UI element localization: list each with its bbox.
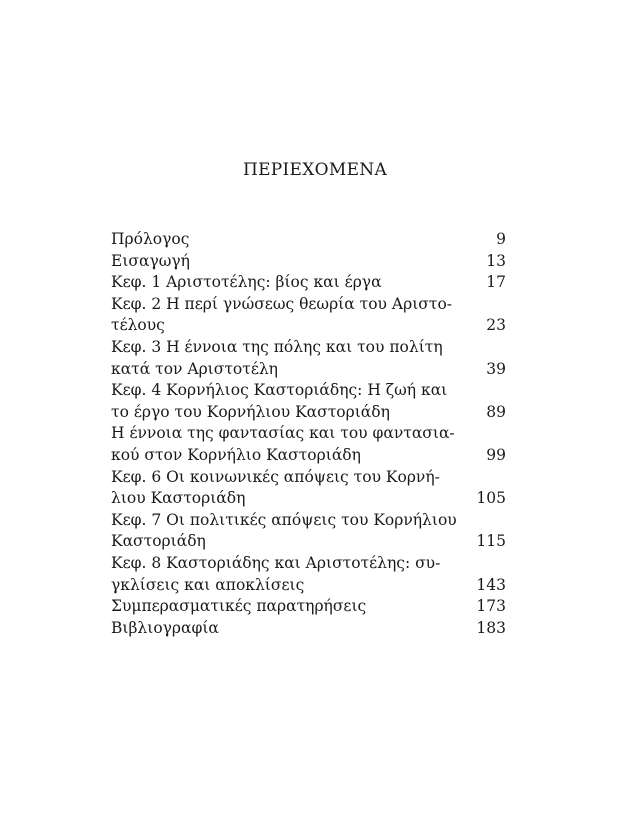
toc-entry-line: Κεφ. 4 Κορνήλιος Καστοριάδης: Η ζωή και (111, 381, 448, 400)
toc-entry-line: Η έννοια της φαντασίας και του φαντασια- (111, 424, 455, 443)
toc-entry-title (111, 596, 476, 618)
page-title: ΠΕΡΙΕΧΟΜΕΝΑ (242, 160, 388, 180)
toc-entry (111, 618, 506, 640)
toc-entry-line: Κεφ. 7 Οι πολιτικές απόψεις του Κορνήλιου (111, 510, 457, 529)
toc-entry (111, 553, 506, 596)
toc-entry (111, 510, 506, 553)
toc-entry (111, 337, 506, 380)
toc-entry-title (111, 380, 486, 423)
toc-entry-title (111, 294, 486, 337)
toc-entry-line: Συμπερασματικές παρατηρήσεις (111, 597, 367, 616)
toc-page-number: 89 (486, 402, 506, 421)
toc-page-number: 183 (476, 618, 506, 637)
toc-entry (111, 251, 506, 273)
toc-page-number: 13 (486, 251, 506, 270)
toc-entry-line: Κεφ. 3 Η έννοια της πόλης και του πολίτη (111, 337, 443, 356)
toc-entry (111, 423, 506, 466)
toc-entry (111, 229, 506, 251)
toc-page-number: 39 (486, 359, 506, 378)
toc-entry-title (111, 251, 486, 273)
toc-entry-line: Καστοριάδη (111, 532, 206, 551)
toc-entry-line: Κεφ. 8 Καστοριάδης και Αριστοτέλης: συ- (111, 553, 441, 572)
toc-entry-line: το έργο του Κορνήλιου Καστοριάδη (111, 402, 390, 421)
toc-entry-line: λιου Καστοριάδη (111, 489, 246, 508)
toc-page-number: 173 (476, 597, 506, 616)
toc-entry-title (111, 272, 486, 294)
toc-page-number: 17 (486, 273, 506, 292)
toc-entry-line: κού στον Κορνήλιο Καστοριάδη (111, 445, 361, 464)
toc-page-number: 99 (486, 445, 506, 464)
toc-entry-line: Βιβλιογραφία (111, 618, 219, 637)
toc-entry-line: Κεφ. 6 Οι κοινωνικές απόψεις του Κορνή- (111, 467, 440, 486)
toc-entry-title (111, 510, 476, 553)
toc-entry-line: Κεφ. 2 Η περί γνώσεως θεωρία του Αριστο- (111, 294, 453, 313)
toc-entry-title (111, 337, 486, 380)
toc-entry (111, 596, 506, 618)
toc-entry-line: τέλους (111, 316, 165, 335)
toc-page-number: 115 (476, 532, 506, 551)
toc-entry-title (111, 618, 476, 640)
toc-entry-line: Εισαγωγή (111, 251, 190, 270)
toc-page-number: 143 (476, 575, 506, 594)
toc-page-number: 9 (496, 230, 506, 248)
toc-page-number: 23 (486, 316, 506, 335)
toc-entry (111, 467, 506, 510)
table-of-contents (111, 229, 506, 639)
toc-entry-title (111, 467, 476, 510)
toc-entry-title (111, 553, 476, 596)
toc-entry-title (111, 229, 496, 251)
toc-entry-line: Πρόλογος (111, 230, 190, 248)
toc-entry (111, 380, 506, 423)
toc-entry (111, 294, 506, 337)
toc-page-number: 105 (476, 489, 506, 508)
toc-entry (111, 272, 506, 294)
toc-entry-line: Κεφ. 1 Αριστοτέλης: βίος και έργα (111, 273, 382, 292)
toc-entry-title (111, 423, 486, 466)
toc-entry-line: γκλίσεις και αποκλίσεις (111, 575, 305, 594)
toc-entry-line: κατά τον Αριστοτέλη (111, 359, 278, 378)
